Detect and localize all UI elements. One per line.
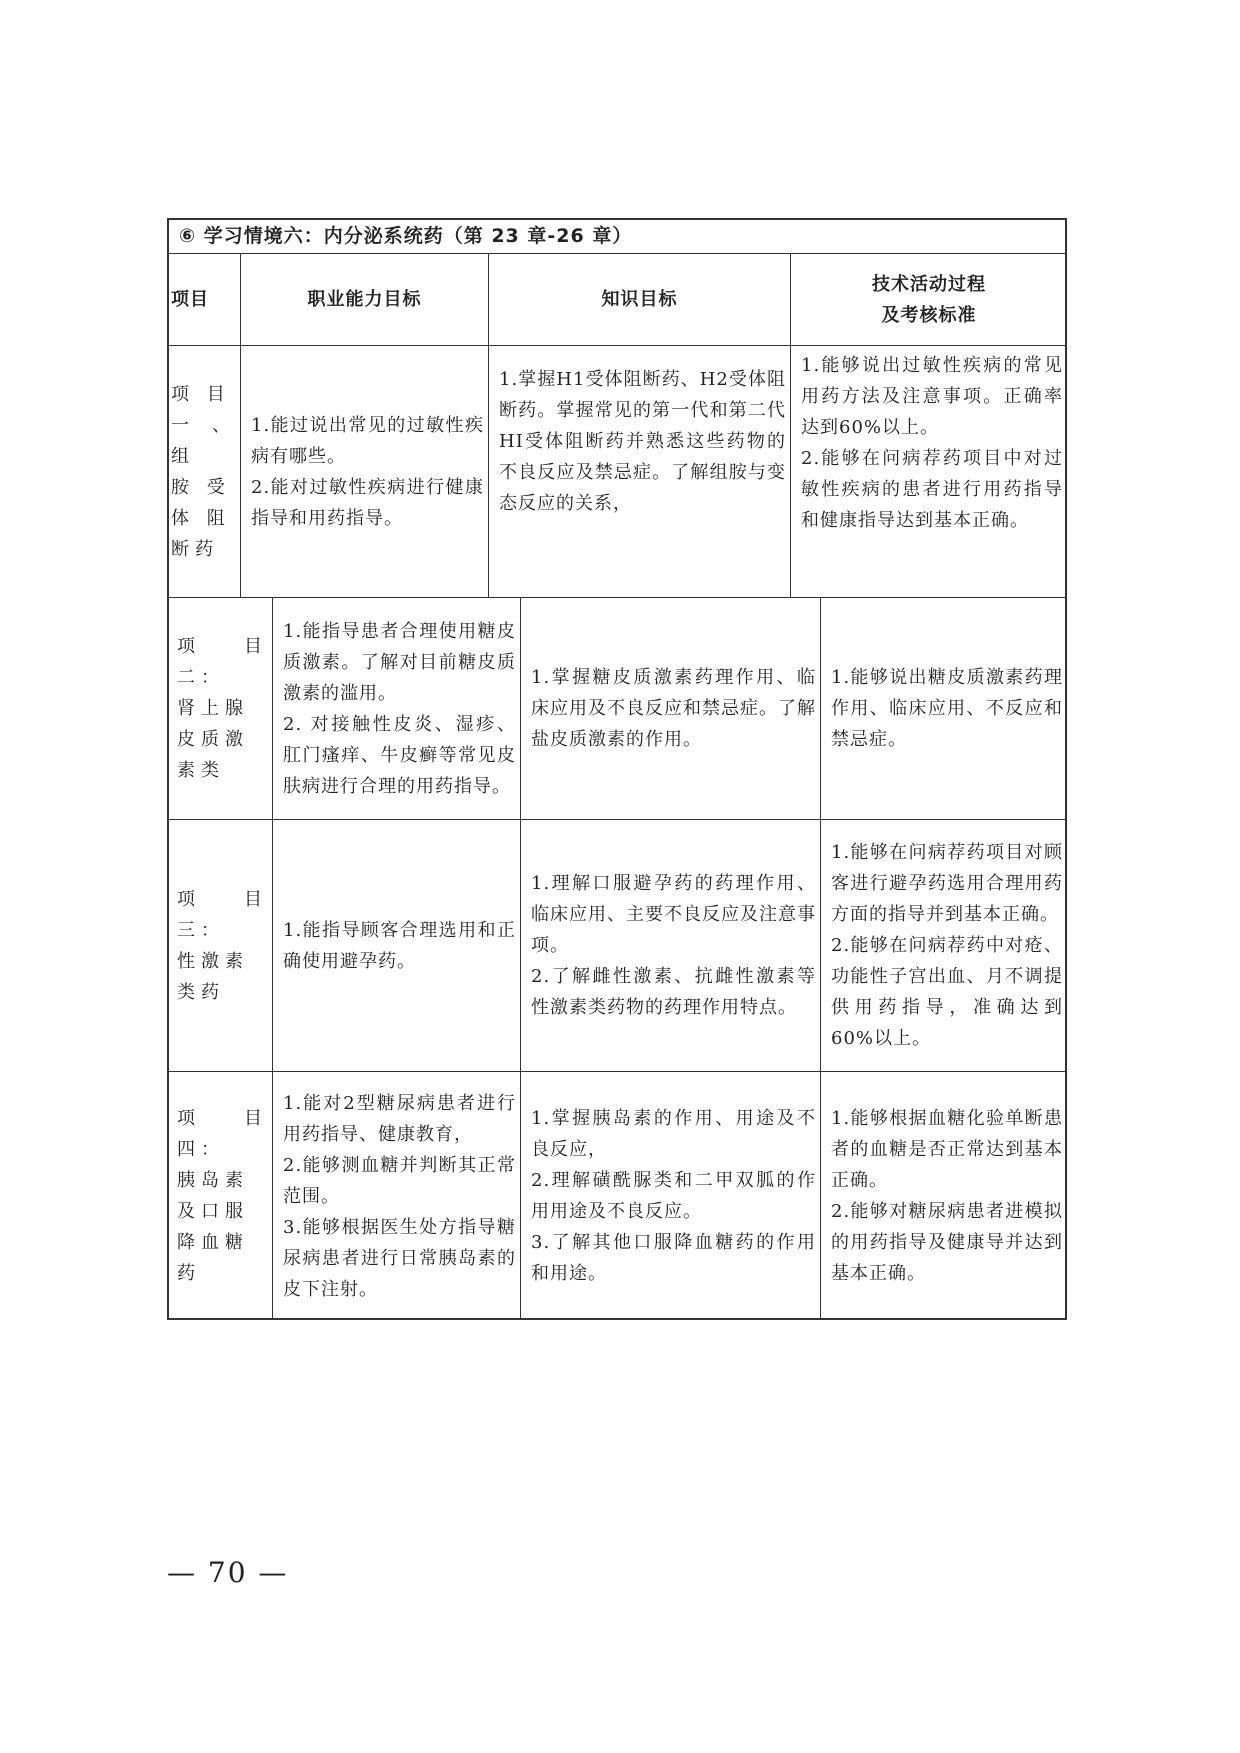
header-activity: 技术活动过程 及考核标准 xyxy=(872,273,986,326)
row-knowledge: 1.掌握糖皮质激素药理作用、临床应用及不良反应和禁忌症。了解盐皮质激素的作用。 xyxy=(531,667,816,750)
row-knowledge-cell xyxy=(521,598,821,819)
row-project: 项目三： 性激素 类药 xyxy=(177,888,268,1003)
header-row xyxy=(169,254,1065,346)
row-knowledge-cell xyxy=(521,820,821,1071)
row-activity-cell xyxy=(791,346,1067,597)
header-knowledge-cell xyxy=(489,254,791,345)
header-ability: 职业能力目标 xyxy=(307,289,422,310)
row-activity: 1.能够说出糖皮质激素药理作用、临床应用、不反应和禁忌症。 xyxy=(831,667,1063,750)
row-activity: 1.能够根据血糖化验单断患者的血糖是否正常达到基本正确。 2.能够对糖尿病患者进模拟的用药指导及健康导并达到基本正确。 xyxy=(831,1108,1063,1284)
page-number: — 70 — xyxy=(167,1556,289,1589)
row-project-cell xyxy=(169,820,273,1071)
row-project: 项目四： 胰岛素 及口服 降血糖 药 xyxy=(177,1108,268,1284)
header-activity-cell xyxy=(791,254,1067,345)
curriculum-table xyxy=(167,218,1067,1320)
row-ability: 1.能指导顾客合理选用和正确使用避孕药。 xyxy=(283,919,516,972)
row-activity-cell xyxy=(821,820,1067,1071)
row-ability: 1.能对2型糖尿病患者进行用药指导、健康教育， 2.能够测血糖并判断其正常范围。 3.能够根据医生处方指导糖尿病患者进行日常胰岛素的皮下注射。 xyxy=(283,1092,516,1300)
row-knowledge-cell xyxy=(489,346,791,597)
header-ability-cell xyxy=(241,254,489,345)
table-row xyxy=(169,598,1065,820)
row-knowledge-cell xyxy=(521,1072,821,1320)
table-row xyxy=(169,1072,1065,1320)
row-knowledge: 1.掌握胰岛素的作用、用途及不良反应， 2.理解磺酰脲类和二甲双胍的作用用途及不良反应。 3.了解其他口服降血糖药的作用和用途。 xyxy=(531,1108,816,1284)
table-title: ⑥ 学习情境六：内分泌系统药（第 23 章-26 章） xyxy=(169,220,1065,254)
row-project-cell xyxy=(169,598,273,819)
row-activity-cell xyxy=(821,598,1067,819)
row-ability: 1.能过说出常见的过敏性疾病有哪些。 2.能对过敏性疾病进行健康指导和用药指导。 xyxy=(251,414,484,529)
row-ability-cell xyxy=(273,598,521,819)
row-knowledge: 1.掌握H1受体阻断药、H2受体阻断药。掌握常见的第一代和第二代HI受体阻断药并熟悉这些药物的不良反应及禁忌症。了解组胺与变态反应的关系， xyxy=(499,369,786,514)
header-knowledge: 知识目标 xyxy=(601,289,678,310)
header-project: 项目 xyxy=(171,289,209,310)
row-ability-cell xyxy=(273,1072,521,1320)
table-row xyxy=(169,820,1065,1072)
row-ability-cell xyxy=(241,346,489,597)
table-row xyxy=(169,346,1065,598)
header-project-cell xyxy=(169,254,241,345)
row-ability-cell xyxy=(273,820,521,1071)
row-project-cell xyxy=(169,346,241,597)
row-ability: 1.能指导患者合理使用糖皮质激素。了解对目前糖皮质激素的滥用。 2. 对接触性皮炎、湿疹、肛门瘙痒、牛皮癣等常见皮肤病进行合理的用药指导。 xyxy=(283,620,516,797)
row-project-cell xyxy=(169,1072,273,1320)
row-activity: 1.能够在问病荐药项目对顾客进行避孕药选用合理用药方面的指导并到基本正确。 2.能够在问病荐药中对疮、功能性子宫出血、月不调提供用药指导，准确达到60%以上。 xyxy=(831,842,1063,1049)
row-project: 项 目 一、组 胺 受 体 阻 断药 xyxy=(171,383,236,560)
row-activity-cell xyxy=(821,1072,1067,1320)
row-project: 项目二： 肾上腺 皮质激 素类 xyxy=(177,636,268,781)
row-knowledge: 1.理解口服避孕药的药理作用、临床应用、主要不良反应及注意事项。 2.了解雌性激素、抗雌性激素等性激素类药物的药理作用特点。 xyxy=(531,873,816,1018)
row-activity: 1.能够说出过敏性疾病的常见用药方法及注意事项。正确率达到60%以上。 2.能够在问病荐药项目中对过敏性疾病的患者进行用药指导和健康指导达到基本正确。 xyxy=(801,355,1063,531)
